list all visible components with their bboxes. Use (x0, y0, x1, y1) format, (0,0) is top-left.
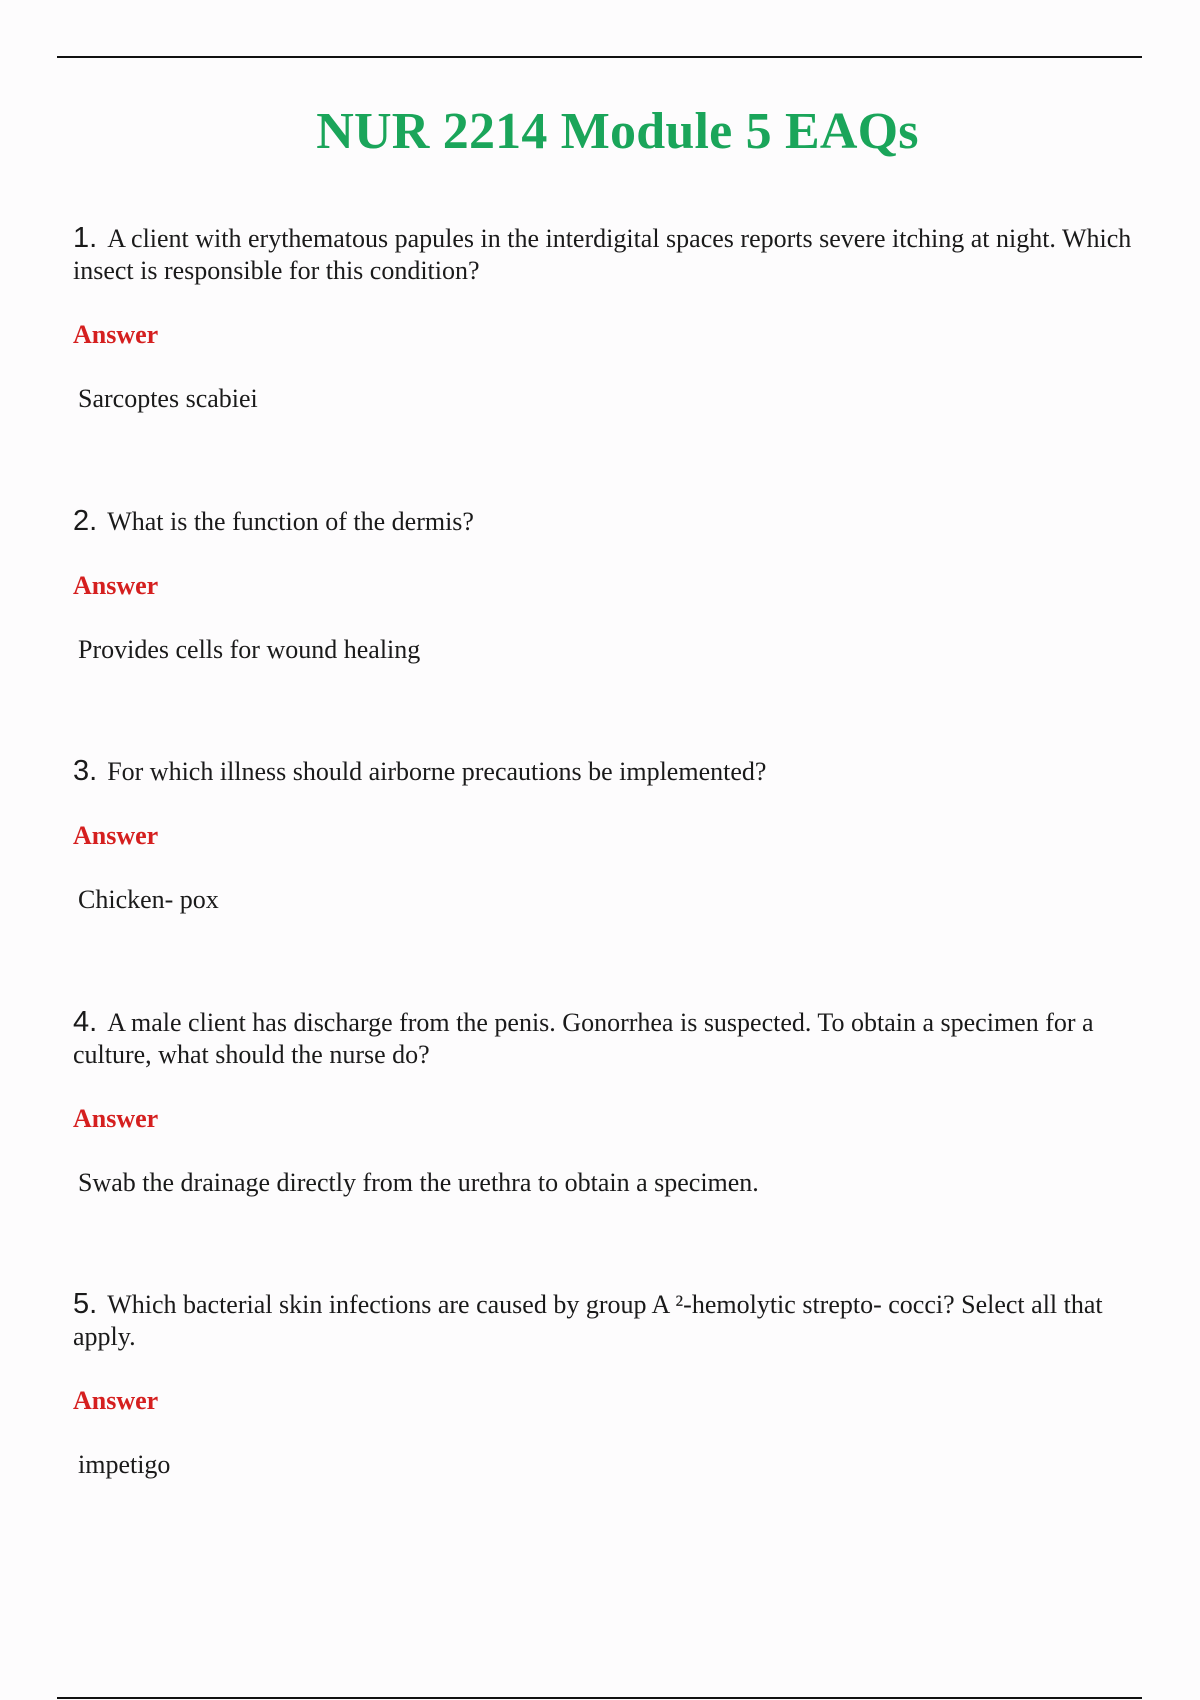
page-title: NUR 2214 Module 5 EAQs (316, 103, 919, 160)
qa-item-5 (73, 1288, 1138, 1481)
answer-text: Sarcoptes scabiei (78, 384, 258, 413)
bottom-divider (57, 1697, 1142, 1699)
answer-text: impetigo (78, 1450, 171, 1479)
qa-item-1 (73, 222, 1138, 415)
question-text: What is the function of the dermis? (107, 507, 474, 536)
answer-label: Answer (73, 1104, 159, 1133)
qa-item-2 (73, 505, 1138, 666)
qa-item-3 (73, 755, 1138, 916)
question-number: 5. (73, 1288, 98, 1320)
question-number: 3. (73, 755, 98, 787)
question-1 (73, 222, 1138, 287)
question-2 (73, 505, 1138, 538)
question-number: 4. (73, 1006, 98, 1038)
question-3 (73, 755, 1138, 788)
question-text: A male client has discharge from the penis. Gonorrhea is suspected. To obtain a specimen for a culture, what should the nurse do? (73, 1008, 1094, 1069)
answer-text: Swab the drainage directly from the urethra to obtain a specimen. (78, 1168, 759, 1197)
question-4 (73, 1006, 1138, 1071)
answer-label: Answer (73, 1386, 159, 1415)
answer-label: Answer (73, 821, 159, 850)
question-number: 2. (73, 505, 98, 537)
question-text: A client with erythematous papules in the interdigital spaces reports severe itching at night. Which insect is responsible for this condition? (73, 224, 1132, 285)
top-divider (57, 56, 1142, 58)
question-number: 1. (73, 222, 98, 254)
question-text: Which bacterial skin infections are caused by group A ²-hemolytic strepto- cocci? Select all that apply. (73, 1290, 1103, 1351)
qa-item-4 (73, 1006, 1138, 1199)
question-5 (73, 1288, 1138, 1353)
answer-text: Provides cells for wound healing (78, 635, 421, 664)
answer-label: Answer (73, 320, 159, 349)
answer-text: Chicken- pox (78, 885, 219, 914)
question-text: For which illness should airborne precautions be implemented? (107, 757, 767, 786)
answer-label: Answer (73, 571, 159, 600)
